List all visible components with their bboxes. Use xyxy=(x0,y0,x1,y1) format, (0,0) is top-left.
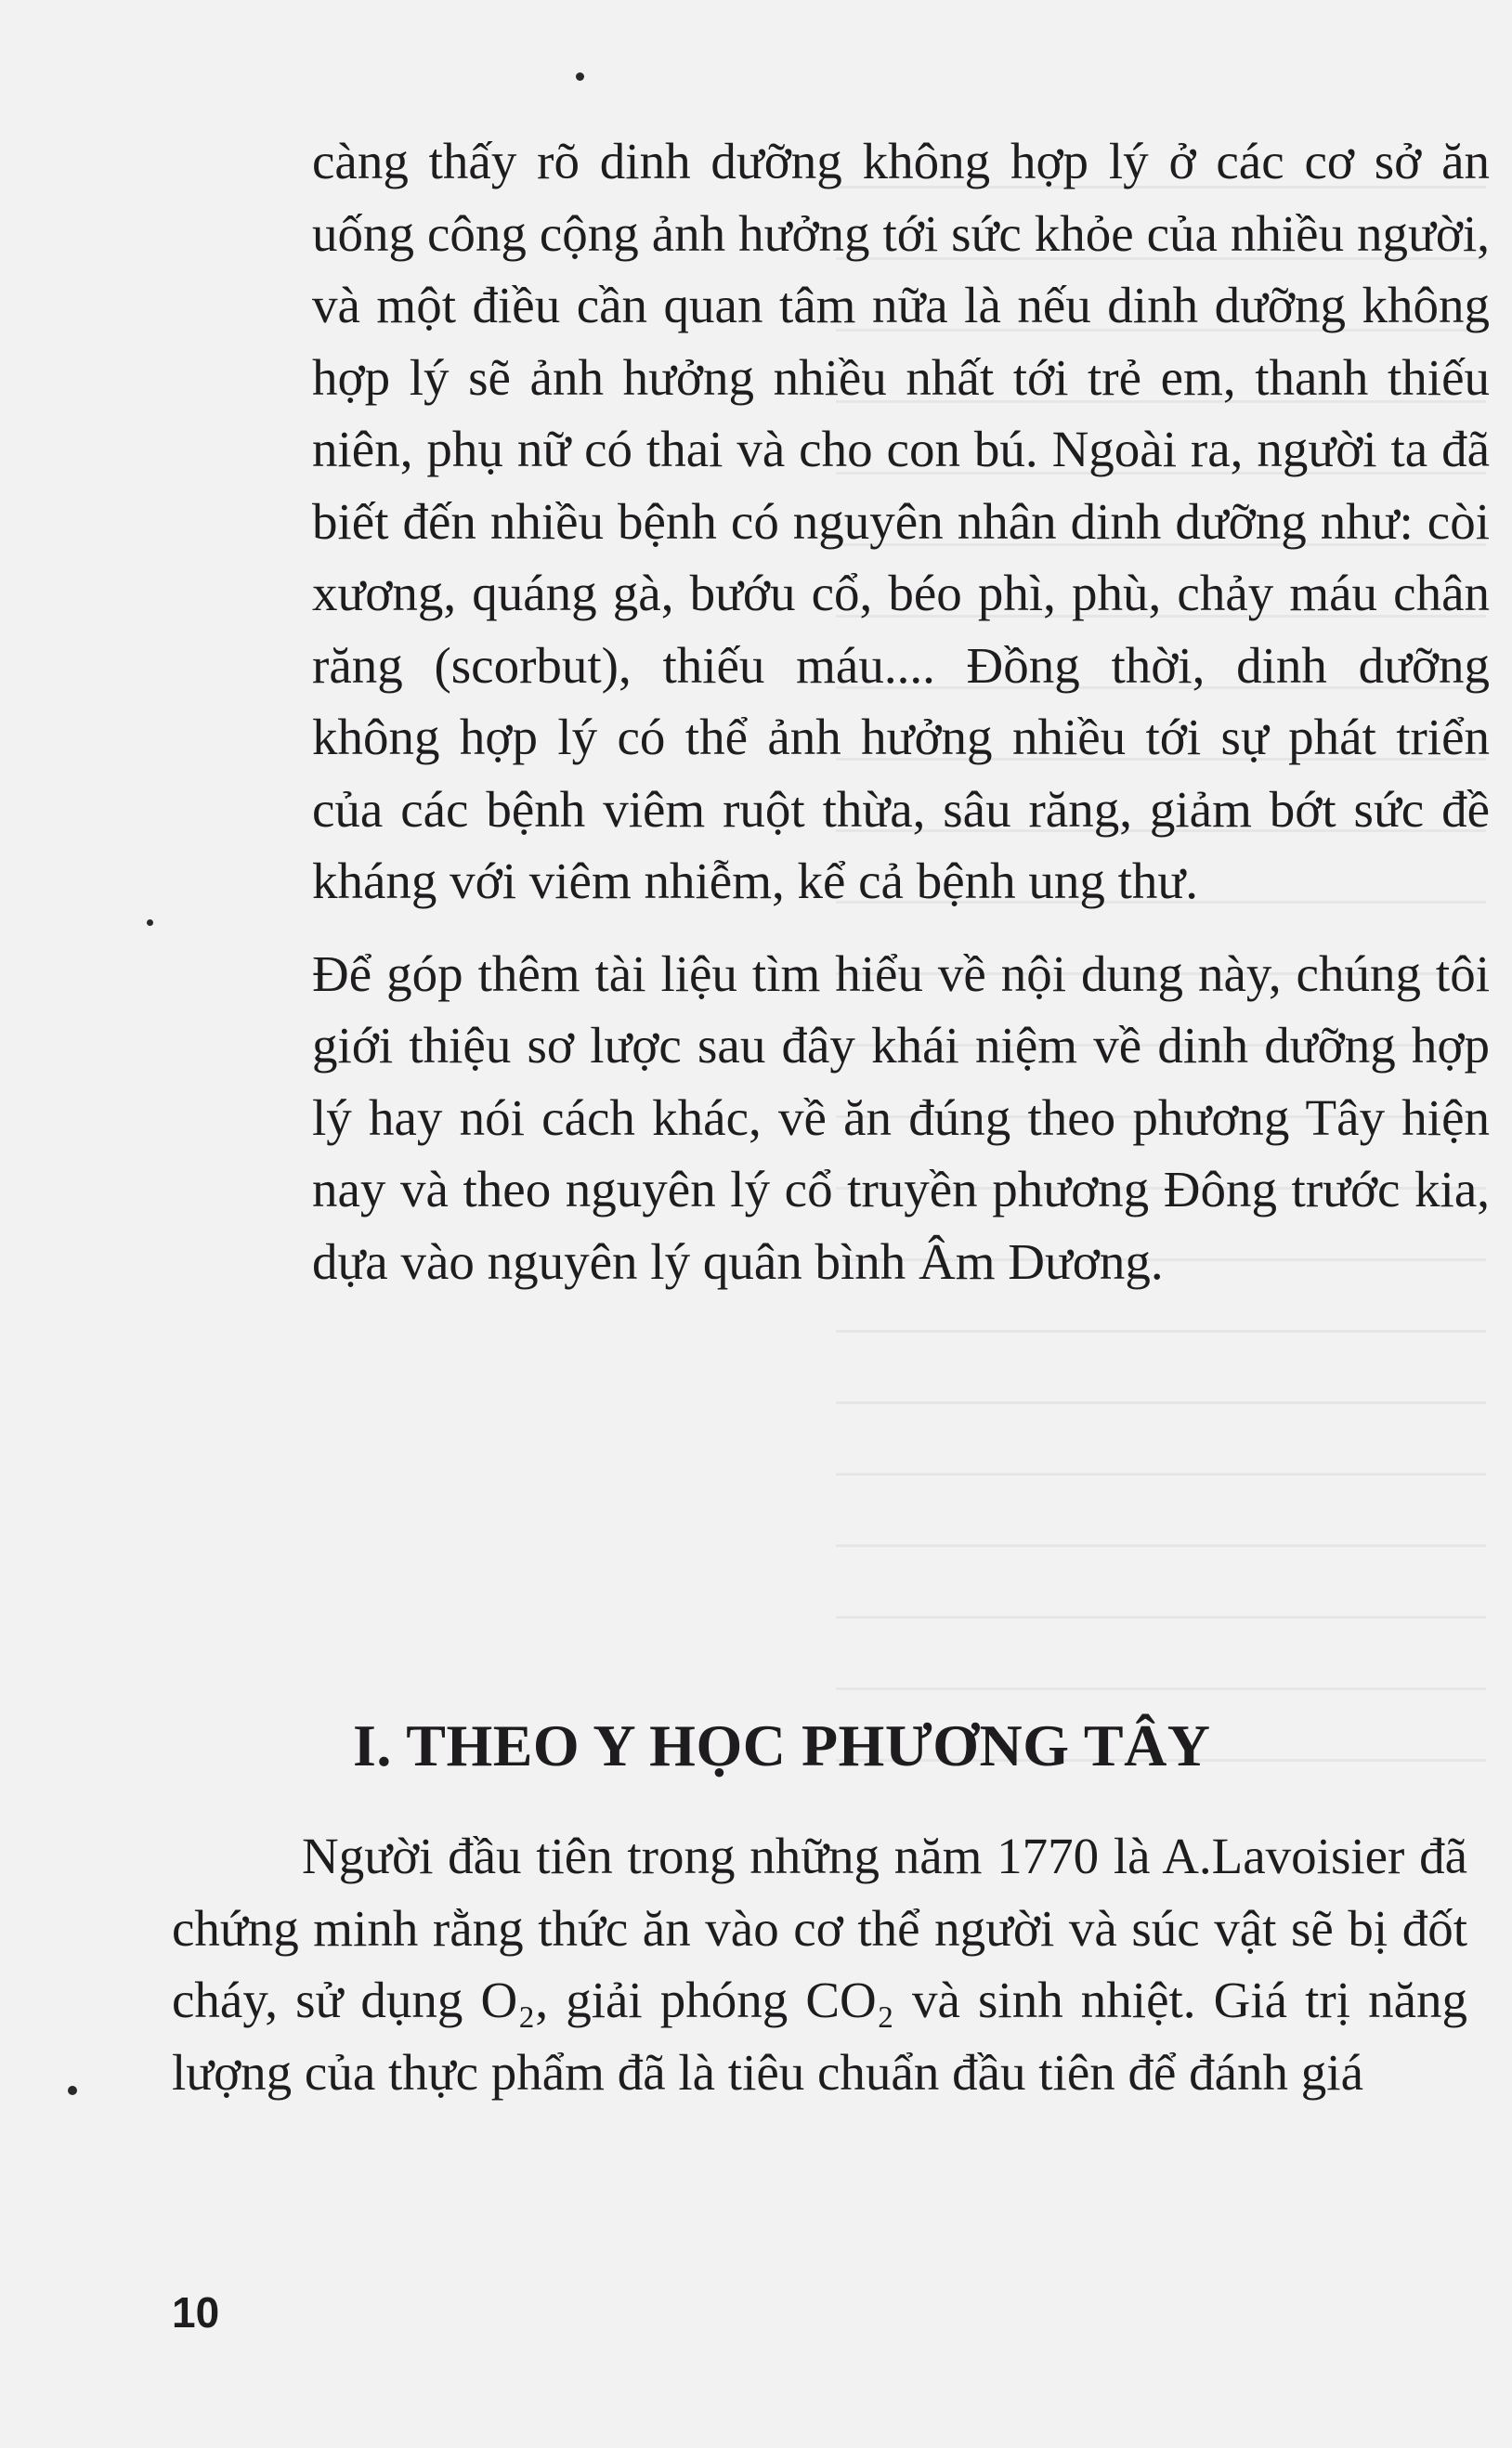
body-text xyxy=(312,125,1490,1297)
print-speck xyxy=(576,72,584,81)
print-speck xyxy=(147,919,153,926)
paragraph-continued: càng thấy rõ dinh dưỡng không hợp lý ở các cơ sở ăn uống công cộng ảnh hưởng tới sức khỏe của nhiều người, và một điều cần quan tâm nữa là nếu dinh dưỡng không hợp lý sẽ ảnh hưởng nhiều nhất tới trẻ em, thanh thiếu niên, phụ nữ có thai và cho con bú. Ngoài ra, người ta đã biết đến nhiều bệnh có nguyên nhân dinh dưỡng như: còi xương, quáng gà, bướu cổ, béo phì, phù, chảy máu chân răng (scorbut), thiếu máu.... Đồng thời, dinh dưỡng không hợp lý có thể ảnh hưởng nhiều tới sự phát triển của các bệnh viêm ruột thừa, sâu răng, giảm bớt sức đề kháng với viêm nhiễm, kể cả bệnh ung thư. xyxy=(312,133,1490,909)
section-paragraph: Người đầu tiên trong những năm 1770 là A.Lavoisier đã chứng minh rằng thức ăn vào cơ thể người và súc vật sẽ bị đốt cháy, sử dụng O₂, giải phóng CO₂ và sinh nhiệt. Giá trị năng lượng của thực phẩm đã là tiêu chuẩn đầu tiên để đánh giá xyxy=(172,1828,1467,2101)
paragraph-intro: Để góp thêm tài liệu tìm hiểu về nội dung này, chúng tôi giới thiệu sơ lược sau đây khái niệm về dinh dưỡng hợp lý hay nói cách khác, về ăn đúng theo phương Tây hiện nay và theo nguyên lý cổ truyền phương Đông trước kia, dựa vào nguyên lý quân bình Âm Dương. xyxy=(312,944,1490,1290)
section-heading: I. THEO Y HỌC PHƯƠNG TÂY xyxy=(353,1712,1211,1778)
print-speck xyxy=(68,2086,77,2095)
page-number: 10 xyxy=(172,2288,220,2337)
section-body xyxy=(172,1820,1467,2108)
